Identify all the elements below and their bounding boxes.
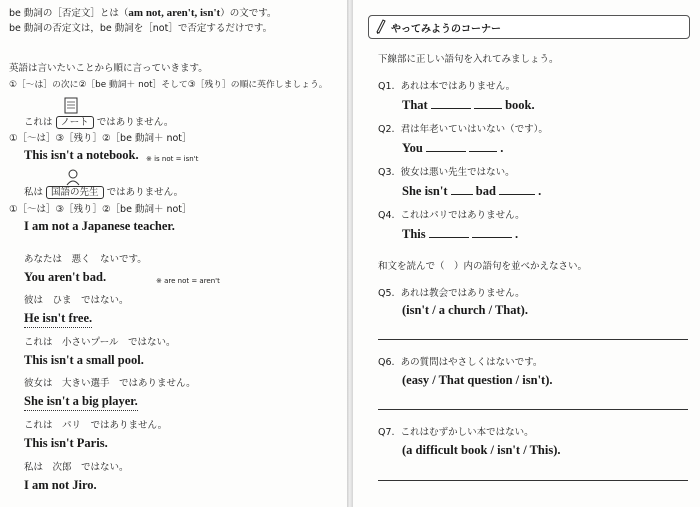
q5-words: (isn't / a church / That). xyxy=(402,303,528,317)
definition-forms: am not, aren't, isn't xyxy=(128,7,221,19)
example6-jp: 彼女は 大きい選手 ではありません。 xyxy=(24,378,196,389)
q2-en xyxy=(402,140,503,156)
instructions-reorder: 和文を読んで（ ）内の語句を並べかえなさい。 xyxy=(378,261,588,272)
q1-blank-1[interactable] xyxy=(431,97,471,109)
q1-number: Q1. xyxy=(378,81,395,92)
q2-subject: You xyxy=(402,141,423,155)
q1-blank-2[interactable] xyxy=(474,97,502,109)
q3-blank-2[interactable] xyxy=(499,183,535,195)
example2-subject: 私は xyxy=(24,187,44,198)
example4-en: He isn't free. xyxy=(24,311,92,328)
example2-boxed-word: 国語の先生 xyxy=(46,186,104,199)
example1-subject: これは xyxy=(24,117,53,128)
intro-text: 英語は言いたいことから順に言っていきます。 xyxy=(9,63,208,74)
example3-note: ※ are not = aren't xyxy=(156,277,220,285)
definition-line xyxy=(9,7,276,20)
pencil-icon xyxy=(374,18,386,34)
q6-sentence: あの質問はやさしくはないです。 xyxy=(400,357,543,368)
example1-predicate: ではありません。 xyxy=(96,117,174,128)
example7-jp: これは パリ ではありません。 xyxy=(24,420,168,431)
q7-sentence: これはむずかしい本ではない。 xyxy=(400,427,534,438)
corner-header-title: やってみようのコーナー xyxy=(391,24,501,35)
q2-blank-1[interactable] xyxy=(426,140,466,152)
example8-jp: 私は 次郎 ではない。 xyxy=(24,462,129,473)
word-order-rule: ①［～は］の次に②［be 動詞＋ not］そして③［残り］の順に英作しましょう。 xyxy=(9,80,328,90)
q2-blank-2[interactable] xyxy=(469,140,497,152)
q5-jp xyxy=(378,288,525,300)
example2-en: I am not a Japanese teacher. xyxy=(24,219,175,233)
q5-number: Q5. xyxy=(378,288,395,299)
q3-jp xyxy=(378,167,515,179)
example1-order: ①［～は］③［残り］②［be 動詞＋ not］ xyxy=(9,133,192,144)
example1-en: This isn't a notebook. xyxy=(24,148,139,162)
q4-subject: This xyxy=(402,227,426,241)
example1-boxed-word: ノート xyxy=(56,116,94,129)
q2-number: Q2. xyxy=(378,124,395,135)
q4-end: . xyxy=(515,227,519,241)
q3-subject: She isn't xyxy=(402,184,448,198)
example7-en: This isn't Paris. xyxy=(24,436,108,450)
q4-blank-2[interactable] xyxy=(472,226,512,238)
q7-jp xyxy=(378,427,534,439)
q5-answer-line[interactable] xyxy=(378,339,688,340)
corner-header xyxy=(368,15,690,39)
example1-note: ※ is not = isn't xyxy=(146,155,199,163)
example5-jp: これは 小さいプール ではない。 xyxy=(24,337,176,348)
q6-jp xyxy=(378,357,542,369)
q3-sentence: 彼女は悪い先生ではない。 xyxy=(400,167,515,178)
q4-blank-1[interactable] xyxy=(429,226,469,238)
example4-jp: 彼は ひま ではない。 xyxy=(24,295,129,306)
q1-jp xyxy=(378,81,515,93)
q3-end: . xyxy=(538,184,542,198)
q7-number: Q7. xyxy=(378,427,395,438)
q2-jp xyxy=(378,124,548,136)
q1-en xyxy=(402,97,535,113)
q7-answer-line[interactable] xyxy=(378,480,688,481)
q4-number: Q4. xyxy=(378,210,395,221)
example3-jp: あなたは 悪く ないです。 xyxy=(24,254,147,265)
example6-en: She isn't a big player. xyxy=(24,394,138,411)
q3-number: Q3. xyxy=(378,167,395,178)
negation-rule: be 動詞の否定文は，be 動詞を［not］で否定するだけです。 xyxy=(9,23,273,34)
q1-end: book. xyxy=(505,98,535,112)
q4-sentence: これはパリではありません。 xyxy=(400,210,525,221)
q3-adjective: bad xyxy=(475,184,496,198)
example2-order: ①［～は］③［残り］②［be 動詞＋ not］ xyxy=(9,204,192,215)
q3-en xyxy=(402,183,541,199)
example8-en: I am not Jiro. xyxy=(24,478,97,492)
definition-text-c: ）の文です。 xyxy=(220,8,277,19)
q6-number: Q6. xyxy=(378,357,395,368)
q6-answer-line[interactable] xyxy=(378,409,688,410)
teacher-icon xyxy=(64,168,82,186)
notebook-icon xyxy=(62,97,80,115)
q2-sentence: 君は年老いていはいない（です）。 xyxy=(400,124,548,135)
q6-words: (easy / That question / isn't). xyxy=(402,373,553,387)
q4-en xyxy=(402,226,518,242)
example3-en: You aren't bad. xyxy=(24,270,107,284)
q3-blank-1[interactable] xyxy=(451,183,473,195)
example5-en: This isn't a small pool. xyxy=(24,353,144,367)
example1-jp xyxy=(24,117,173,129)
q1-subject: That xyxy=(402,98,428,112)
q2-end: . xyxy=(500,141,504,155)
q4-jp xyxy=(378,210,525,222)
example2-predicate: ではありません。 xyxy=(106,187,184,198)
example2-jp xyxy=(24,187,183,199)
instructions-fill-blank: 下線部に正しい語句を入れてみましょう。 xyxy=(378,54,559,65)
q5-sentence: あれは教会ではありません。 xyxy=(400,288,525,299)
definition-text-a: be 動詞の［否定文］とは（ xyxy=(9,8,129,19)
q7-words: (a difficult book / isn't / This). xyxy=(402,443,561,457)
q1-sentence: あれは本ではありません。 xyxy=(400,81,516,92)
